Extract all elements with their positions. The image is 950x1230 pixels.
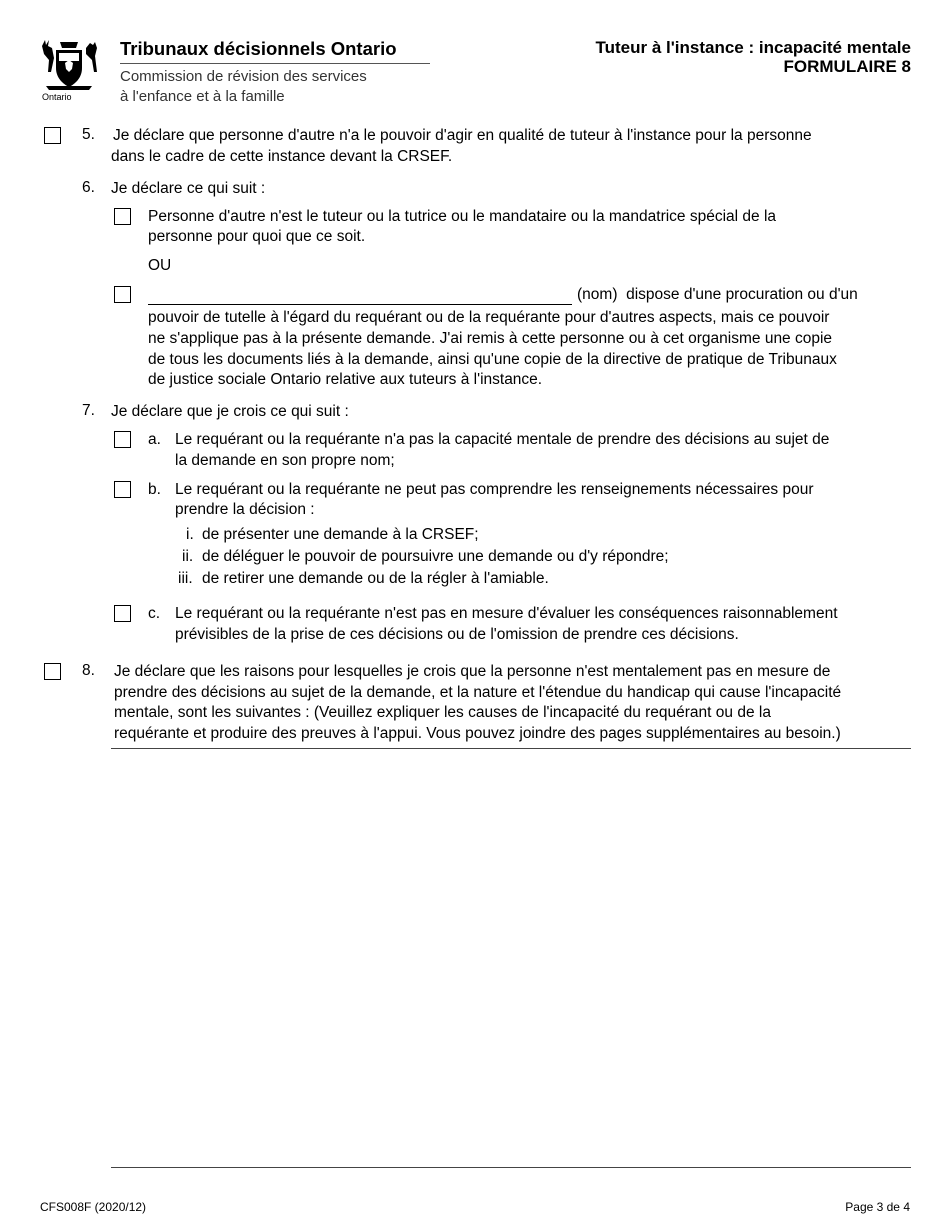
form-title: Tuteur à l'instance : incapacité mentale — [595, 38, 911, 57]
item-7b-iii-text: de retirer une demande ou de la régler à l'amiable. — [202, 570, 549, 587]
item-7-intro: Je déclare que je crois ce qui suit : — [111, 403, 349, 420]
item-7b-i-text: de présenter une demande à la CRSEF; — [202, 526, 479, 543]
org-name: Tribunaux décisionnels Ontario — [120, 38, 397, 59]
item-6-option-b-line-3: ne s'applique pas à la présente demande. J'ai remis à cette personne ou à cet organisme une copie — [148, 330, 833, 347]
item-5-checkbox[interactable] — [44, 127, 61, 144]
item-6-option-b-line-2: pouvoir de tutelle à l'égard du requérant ou de la requérante pour d'autres aspects, mais ce pouvoir — [148, 309, 830, 326]
item-8-line-3: mentale, sont les suivantes : (Veuillez expliquer les causes de l'incapacité du requérant ou de la — [114, 704, 771, 721]
commission-line-1: Commission de révision des services — [120, 68, 367, 85]
item-7c-letter: c. — [148, 605, 161, 622]
item-8-line-1: Je déclare que les raisons pour lesquelles je crois que la personne n'est mentalement pas en mesure de — [114, 663, 831, 680]
item-6-option-b-checkbox[interactable] — [114, 286, 131, 303]
item-7c-line-2: prévisibles de la prise de ces décisions ou de l'omission de prendre ces décisions. — [175, 626, 739, 643]
item-8-line-4: requérante et produire des preuves à l'appui. Vous pouvez joindre des pages supplémentaires au besoin.) — [114, 725, 841, 742]
form-number: FORMULAIRE 8 — [783, 57, 911, 76]
item-6-intro: Je déclare ce qui suit : — [111, 180, 266, 197]
item-7b-line-2: prendre la décision : — [175, 501, 315, 518]
form-code: CFS008F (2020/12) — [40, 1200, 147, 1214]
item-8-line-2: prendre des décisions au sujet de la demande, et la nature et l'étendue du handicap qui cause l'incapacité — [114, 684, 842, 701]
item-7b-i-number: i. — [186, 526, 194, 543]
item-5-line-2: dans le cadre de cette instance devant la CRSEF. — [111, 148, 453, 165]
name-input-line[interactable] — [148, 304, 572, 305]
item-6-option-a-line-1: Personne d'autre n'est le tuteur ou la tutrice ou le mandataire ou la mandatrice spécial de la — [148, 208, 777, 225]
item-8-number: 8. — [82, 662, 95, 679]
item-7b-ii-number: ii. — [182, 548, 194, 565]
item-7a-letter: a. — [148, 431, 161, 448]
explanation-text-area[interactable] — [111, 750, 911, 1166]
item-7a-checkbox[interactable] — [114, 431, 131, 448]
item-6-option-b-line-5: de justice sociale Ontario relative aux tuteurs à l'instance. — [148, 371, 543, 388]
item-8-checkbox[interactable] — [44, 663, 61, 680]
commission-line-2: à l'enfance et à la famille — [120, 88, 285, 105]
item-7-number: 7. — [82, 402, 95, 419]
item-5-number: 5. — [82, 126, 95, 143]
header-divider — [120, 63, 430, 64]
logo-caption: Ontario — [42, 92, 72, 102]
item-7a-line-1: Le requérant ou la requérante n'a pas la capacité mentale de prendre des décisions au sujet de — [175, 431, 830, 448]
item-6-option-b-name-suffix: (nom) dispose d'une procuration ou d'un — [577, 286, 858, 303]
item-6-number: 6. — [82, 179, 95, 196]
page-number: Page 3 de 4 — [845, 1200, 910, 1214]
item-7b-iii-number: iii. — [178, 570, 193, 587]
item-7b-checkbox[interactable] — [114, 481, 131, 498]
item-8-bottom-divider — [111, 1167, 911, 1168]
item-6-option-b-line-4: de tous les documents liés à la demande, ainsi qu'une copie de la directive de pratique de Tribunaux — [148, 351, 837, 368]
item-7b-ii-text: de déléguer le pouvoir de poursuivre une demande ou d'y répondre; — [202, 548, 669, 565]
item-8-top-divider — [111, 748, 911, 749]
item-7c-checkbox[interactable] — [114, 605, 131, 622]
item-6-option-a-checkbox[interactable] — [114, 208, 131, 225]
item-6-option-a-line-2: personne pour quoi que ce soit. — [148, 228, 366, 245]
item-5-line-1: Je déclare que personne d'autre n'a le pouvoir d'agir en qualité de tuteur à l'instance pour la personne — [113, 127, 812, 144]
item-7b-line-1: Le requérant ou la requérante ne peut pas comprendre les renseignements nécessaires pour — [175, 481, 814, 498]
item-7b-letter: b. — [148, 481, 161, 498]
item-6-or-label: OU — [148, 257, 172, 274]
item-7a-line-2: la demande en son propre nom; — [175, 452, 395, 469]
item-7c-line-1: Le requérant ou la requérante n'est pas en mesure d'évaluer les conséquences raisonnablement — [175, 605, 838, 622]
